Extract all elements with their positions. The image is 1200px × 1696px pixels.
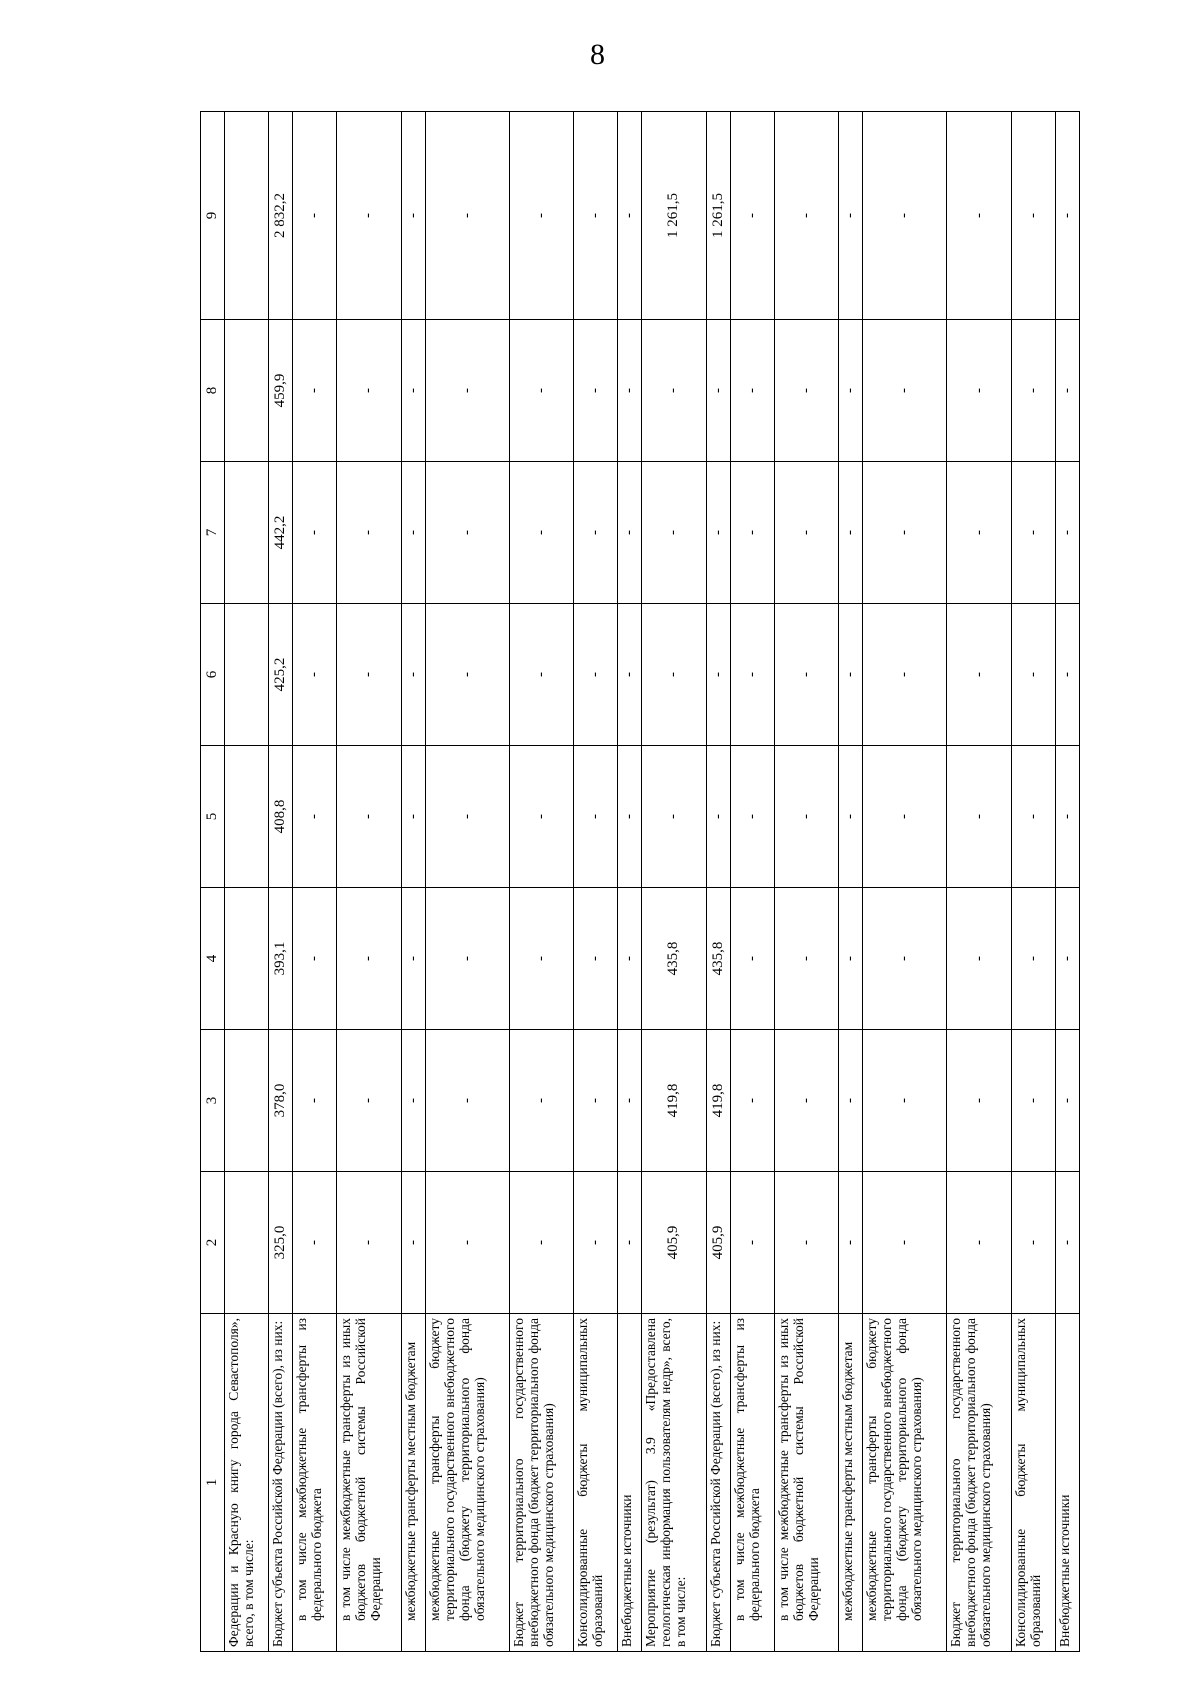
cell-value: 435,8 <box>642 888 706 1030</box>
cell-value: - <box>574 746 618 888</box>
cell-value: - <box>574 462 618 604</box>
row-label: межбюджетные трансферты бюджету территориального государственного внебюджетного фонда (бюджету территориального фонда обязательного медицинского страхования) <box>425 1314 509 1652</box>
cell-value: - <box>509 604 573 746</box>
cell-value: - <box>574 604 618 746</box>
cell-value: - <box>509 112 573 320</box>
cell-value: - <box>337 888 401 1030</box>
cell-value: - <box>337 320 401 462</box>
column-header-2: 2 <box>201 1172 225 1314</box>
row-label: в том числе межбюджетные трансферты из иных бюджетов бюджетной системы Российской Федерации <box>337 1314 401 1652</box>
cell-value: - <box>425 462 509 604</box>
cell-value: 408,8 <box>269 746 293 888</box>
cell-value <box>225 888 269 1030</box>
table-row <box>1055 112 1079 1652</box>
cell-value: - <box>1011 604 1055 746</box>
row-label: Внебюджетные источники <box>1055 1314 1079 1652</box>
cell-value: - <box>618 1030 642 1172</box>
cell-value: - <box>509 320 573 462</box>
cell-value: - <box>401 112 425 320</box>
rotated-table-container <box>200 112 1080 1652</box>
column-header-4: 4 <box>201 888 225 1030</box>
cell-value: - <box>947 462 1011 604</box>
cell-value: - <box>1011 746 1055 888</box>
cell-value: - <box>293 604 337 746</box>
row-label: межбюджетные трансферты бюджету территориального государственного внебюджетного фонда (бюджету территориального фонда обязательного медицинского страхования) <box>863 1314 947 1652</box>
cell-value: - <box>863 320 947 462</box>
cell-value: - <box>774 1030 838 1172</box>
cell-value: - <box>425 320 509 462</box>
cell-value: - <box>863 604 947 746</box>
cell-value: - <box>774 112 838 320</box>
cell-value: - <box>425 888 509 1030</box>
cell-value: - <box>1055 1172 1079 1314</box>
table-row <box>774 112 838 1652</box>
cell-value: - <box>337 604 401 746</box>
cell-value: 1 261,5 <box>706 112 730 320</box>
row-label: Бюджет субъекта Российской Федерации (всего), из них: <box>706 1314 730 1652</box>
cell-value: - <box>509 462 573 604</box>
cell-value: - <box>425 746 509 888</box>
cell-value: 405,9 <box>642 1172 706 1314</box>
table-row <box>269 112 293 1652</box>
table-row <box>730 112 774 1652</box>
cell-value: 325,0 <box>269 1172 293 1314</box>
cell-value: - <box>839 1030 863 1172</box>
cell-value: - <box>947 1172 1011 1314</box>
table-row <box>337 112 401 1652</box>
column-header-7: 7 <box>201 462 225 604</box>
cell-value: - <box>774 320 838 462</box>
cell-value: - <box>706 462 730 604</box>
row-label: межбюджетные трансферты местным бюджетам <box>401 1314 425 1652</box>
cell-value: 378,0 <box>269 1030 293 1172</box>
cell-value: 425,2 <box>269 604 293 746</box>
cell-value: 419,8 <box>642 1030 706 1172</box>
cell-value: - <box>425 1172 509 1314</box>
column-header-5: 5 <box>201 746 225 888</box>
cell-value: 393,1 <box>269 888 293 1030</box>
cell-value: - <box>293 888 337 1030</box>
cell-value: - <box>706 604 730 746</box>
row-label: Консолидированные бюджеты муниципальных образований <box>574 1314 618 1652</box>
cell-value: - <box>401 320 425 462</box>
table-row <box>509 112 573 1652</box>
cell-value: - <box>947 112 1011 320</box>
cell-value <box>225 1172 269 1314</box>
cell-value: - <box>618 320 642 462</box>
cell-value <box>225 746 269 888</box>
table-row <box>1011 112 1055 1652</box>
table-row <box>947 112 1011 1652</box>
cell-value: - <box>618 604 642 746</box>
cell-value: - <box>337 1172 401 1314</box>
cell-value: - <box>863 112 947 320</box>
cell-value: - <box>509 888 573 1030</box>
cell-value: - <box>839 112 863 320</box>
cell-value: - <box>1055 462 1079 604</box>
cell-value: - <box>730 462 774 604</box>
cell-value: - <box>706 320 730 462</box>
cell-value: - <box>337 746 401 888</box>
cell-value: - <box>401 1030 425 1172</box>
cell-value: - <box>574 1172 618 1314</box>
cell-value: - <box>1011 112 1055 320</box>
row-label: Мероприятие (результат) 3.9 «Предоставлена геологическая информация пользователям недр», всего, в том числе: <box>642 1314 706 1652</box>
cell-value: - <box>730 746 774 888</box>
cell-value: - <box>774 1172 838 1314</box>
cell-value: - <box>863 1030 947 1172</box>
cell-value: - <box>509 1172 573 1314</box>
cell-value: - <box>730 888 774 1030</box>
cell-value: - <box>618 112 642 320</box>
cell-value: - <box>863 746 947 888</box>
header-row <box>201 112 225 1652</box>
cell-value: 459,9 <box>269 320 293 462</box>
cell-value: - <box>425 604 509 746</box>
cell-value <box>225 462 269 604</box>
cell-value: - <box>1055 1030 1079 1172</box>
cell-value: - <box>401 604 425 746</box>
cell-value: - <box>293 462 337 604</box>
cell-value: - <box>425 112 509 320</box>
cell-value: - <box>730 604 774 746</box>
cell-value: - <box>1011 1172 1055 1314</box>
table-row <box>293 112 337 1652</box>
cell-value: - <box>401 462 425 604</box>
cell-value: - <box>1011 1030 1055 1172</box>
cell-value: - <box>839 746 863 888</box>
cell-value: - <box>839 1172 863 1314</box>
cell-value: - <box>618 746 642 888</box>
cell-value: - <box>1011 888 1055 1030</box>
row-label: в том числе межбюджетные трансферты из иных бюджетов бюджетной системы Российской Федерации <box>774 1314 838 1652</box>
cell-value: - <box>401 1172 425 1314</box>
cell-value: - <box>839 604 863 746</box>
cell-value: - <box>947 1030 1011 1172</box>
cell-value: - <box>839 888 863 1030</box>
cell-value: - <box>425 1030 509 1172</box>
cell-value: 442,2 <box>269 462 293 604</box>
cell-value: - <box>947 746 1011 888</box>
cell-value: - <box>863 888 947 1030</box>
cell-value: 419,8 <box>706 1030 730 1172</box>
cell-value: - <box>574 320 618 462</box>
table-body <box>225 112 1080 1652</box>
table-row <box>642 112 706 1652</box>
row-label: Бюджет субъекта Российской Федерации (всего), из них: <box>269 1314 293 1652</box>
row-label: в том числе межбюджетные трансферты из федерального бюджета <box>730 1314 774 1652</box>
row-label: Внебюджетные источники <box>618 1314 642 1652</box>
cell-value: - <box>574 888 618 1030</box>
cell-value: - <box>947 320 1011 462</box>
page-number: 8 <box>590 38 605 71</box>
cell-value: 435,8 <box>706 888 730 1030</box>
table-row <box>225 112 269 1652</box>
cell-value: - <box>642 604 706 746</box>
cell-value <box>225 320 269 462</box>
cell-value: 405,9 <box>706 1172 730 1314</box>
column-header-1: 1 <box>201 1314 225 1652</box>
cell-value: - <box>947 888 1011 1030</box>
column-header-9: 9 <box>201 112 225 320</box>
table-row <box>425 112 509 1652</box>
cell-value: - <box>1055 888 1079 1030</box>
row-label: Федерации и Красную книгу города Севастополя», всего, в том числе: <box>225 1314 269 1652</box>
cell-value: - <box>839 320 863 462</box>
cell-value: - <box>618 888 642 1030</box>
cell-value: - <box>337 112 401 320</box>
cell-value: - <box>774 888 838 1030</box>
table-row <box>706 112 730 1652</box>
table-row <box>839 112 863 1652</box>
cell-value: - <box>401 746 425 888</box>
table-row <box>401 112 425 1652</box>
cell-value: - <box>947 604 1011 746</box>
cell-value: - <box>730 1030 774 1172</box>
cell-value: - <box>642 746 706 888</box>
cell-value: - <box>730 112 774 320</box>
cell-value: - <box>774 746 838 888</box>
cell-value: - <box>1055 320 1079 462</box>
cell-value: - <box>642 320 706 462</box>
cell-value: - <box>1011 320 1055 462</box>
column-header-6: 6 <box>201 604 225 746</box>
cell-value: - <box>618 462 642 604</box>
cell-value: - <box>293 1030 337 1172</box>
cell-value: 2 832,2 <box>269 112 293 320</box>
cell-value: - <box>642 462 706 604</box>
cell-value <box>225 1030 269 1172</box>
budget-table <box>200 111 1080 1652</box>
cell-value: - <box>618 1172 642 1314</box>
column-header-3: 3 <box>201 1030 225 1172</box>
cell-value: - <box>509 746 573 888</box>
cell-value: - <box>730 320 774 462</box>
column-header-8: 8 <box>201 320 225 462</box>
cell-value: - <box>1055 112 1079 320</box>
cell-value: - <box>574 1030 618 1172</box>
cell-value <box>225 604 269 746</box>
cell-value: - <box>337 462 401 604</box>
cell-value: - <box>1011 462 1055 604</box>
cell-value: - <box>574 112 618 320</box>
cell-value: - <box>1055 746 1079 888</box>
cell-value: - <box>293 320 337 462</box>
cell-value: - <box>730 1172 774 1314</box>
cell-value <box>225 112 269 320</box>
cell-value: - <box>774 462 838 604</box>
cell-value: - <box>1055 604 1079 746</box>
cell-value: - <box>863 1172 947 1314</box>
table-row <box>618 112 642 1652</box>
table-row <box>863 112 947 1652</box>
cell-value: - <box>293 1172 337 1314</box>
row-label: межбюджетные трансферты местным бюджетам <box>839 1314 863 1652</box>
row-label: Бюджет территориального государственного внебюджетного фонда (бюджет территориального фонда обязательного медицинского страхования) <box>947 1314 1011 1652</box>
row-label: Консолидированные бюджеты муниципальных образований <box>1011 1314 1055 1652</box>
cell-value: 1 261,5 <box>642 112 706 320</box>
row-label: в том числе межбюджетные трансферты из федерального бюджета <box>293 1314 337 1652</box>
cell-value: - <box>293 746 337 888</box>
cell-value: - <box>839 462 863 604</box>
cell-value: - <box>774 604 838 746</box>
cell-value: - <box>509 1030 573 1172</box>
cell-value: - <box>293 112 337 320</box>
cell-value: - <box>401 888 425 1030</box>
cell-value: - <box>706 746 730 888</box>
cell-value: - <box>337 1030 401 1172</box>
cell-value: - <box>863 462 947 604</box>
row-label: Бюджет территориального государственного внебюджетного фонда (бюджет территориального фонда обязательного медицинского страхования) <box>509 1314 573 1652</box>
table-row <box>574 112 618 1652</box>
